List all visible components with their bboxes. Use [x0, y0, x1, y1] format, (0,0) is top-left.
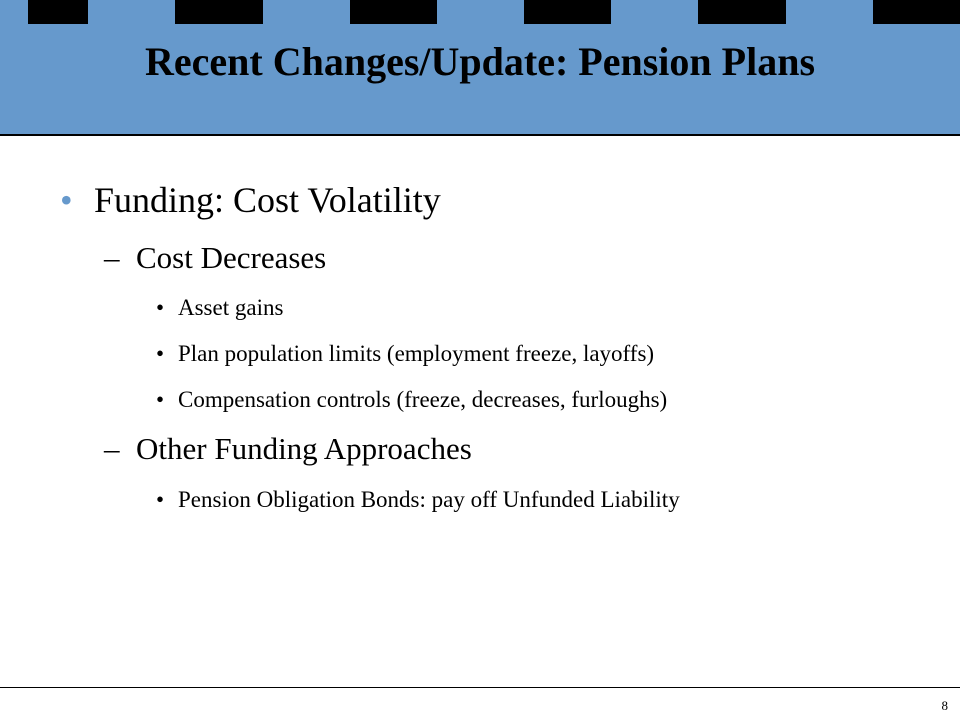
page-number: 8: [941, 698, 948, 713]
bullet-cost-decreases: [104, 239, 326, 277]
bullet-text: Funding: Cost Volatility: [94, 180, 441, 220]
strip-block: [263, 0, 350, 24]
bullet-icon: •: [156, 295, 165, 320]
bullet-text: Plan population limits (employment freeze, layoffs): [178, 341, 655, 366]
strip-block: [437, 0, 524, 24]
bullet-text: Cost Decreases: [136, 240, 327, 275]
bullet-text: Pension Obligation Bonds: pay off Unfunded Liability: [178, 487, 680, 512]
bullet-asset-gains: [156, 293, 283, 323]
bullet-icon: •: [156, 487, 165, 512]
dash-icon: –: [104, 431, 120, 466]
bullet-pension-obligation-bonds: [156, 485, 680, 515]
bullet-other-funding: [104, 430, 472, 468]
bullet-text: Asset gains: [178, 295, 284, 320]
top-decorative-strip: [0, 0, 960, 24]
strip-block: [786, 0, 873, 24]
strip-block: [88, 0, 175, 24]
bullet-text: Other Funding Approaches: [136, 431, 472, 466]
strip-block: [611, 0, 698, 24]
bullet-plan-population: [156, 339, 654, 369]
bullet-icon: •: [156, 341, 165, 366]
dash-icon: –: [104, 240, 120, 275]
strip-block: [0, 0, 28, 24]
bullet-compensation-controls: [156, 385, 667, 415]
bullet-text: Compensation controls (freeze, decreases, furloughs): [178, 387, 668, 412]
slide-title: Recent Changes/Update: Pension Plans: [144, 39, 816, 84]
footer-divider: [0, 687, 960, 688]
bullet-icon: •: [60, 180, 73, 220]
bullet-icon: •: [156, 387, 165, 412]
bullet-funding: [60, 178, 441, 222]
